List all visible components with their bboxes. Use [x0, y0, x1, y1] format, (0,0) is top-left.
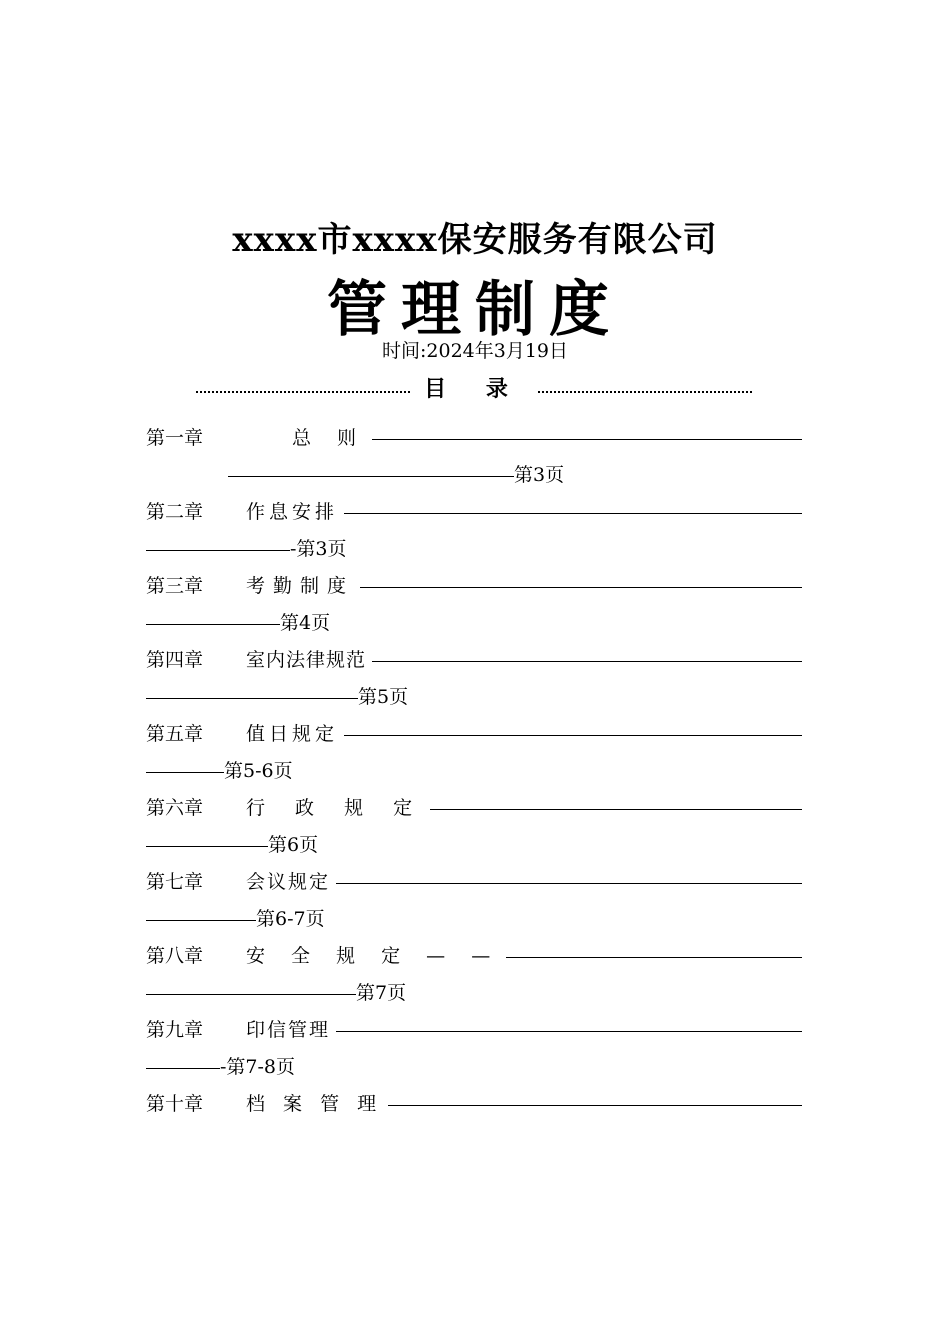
toc-chapter-title: 印信管理 [246, 1019, 331, 1041]
toc-leader [372, 439, 802, 440]
dotted-leader-right [538, 391, 752, 393]
toc-chapter-title: 行 政 规 定 [246, 797, 425, 819]
toc-leader [146, 920, 256, 921]
toc-leader [146, 698, 358, 699]
toc-page-ref: 第5页 [358, 686, 409, 708]
toc-leader [344, 735, 802, 736]
document-date: 时间:2024年3月19日 [381, 340, 569, 362]
table-of-contents [146, 420, 802, 1123]
toc-chapter-title: 室内法律规范 [246, 649, 367, 671]
toc-entry[interactable] [146, 420, 802, 494]
toc-page-ref: -第3页 [290, 538, 347, 560]
toc-leader [146, 994, 356, 995]
dotted-leader-left [196, 391, 410, 393]
toc-entry[interactable] [146, 938, 802, 1012]
toc-leader [344, 513, 802, 514]
toc-entry[interactable] [146, 568, 802, 642]
toc-entry[interactable] [146, 864, 802, 938]
toc-chapter-title: 作息安排 [246, 501, 339, 523]
toc-page-ref: 第7页 [356, 982, 407, 1004]
toc-leader [360, 587, 802, 588]
main-title: 管理制度 [327, 275, 623, 345]
toc-entry[interactable] [146, 1012, 802, 1086]
toc-page-ref: 第3页 [514, 464, 565, 486]
company-title: xxxx市xxxx保安服务有限公司 [232, 220, 718, 260]
toc-leader [146, 772, 224, 773]
toc-page-ref: 第4页 [280, 612, 331, 634]
toc-chapter-title: 安 全 规 定 — — [246, 945, 501, 967]
toc-chapter-title: 档 案 管 理 [246, 1093, 383, 1115]
toc-chapter-number: 第九章 [146, 1019, 204, 1041]
toc-chapter-number: 第八章 [146, 945, 204, 967]
toc-chapter-number: 第七章 [146, 871, 204, 893]
toc-leader [388, 1105, 802, 1106]
toc-page-ref: 第6-7页 [256, 908, 325, 930]
toc-leader [336, 883, 802, 884]
toc-chapter-number: 第六章 [146, 797, 204, 819]
toc-chapter-number: 第五章 [146, 723, 204, 745]
toc-chapter-number: 第四章 [146, 649, 204, 671]
toc-chapter-number: 第三章 [146, 575, 204, 597]
toc-leader [146, 624, 280, 625]
toc-chapter-title: 总 则 [292, 427, 367, 449]
toc-entry[interactable] [146, 494, 802, 568]
toc-entry[interactable] [146, 790, 802, 864]
toc-leader [146, 550, 290, 551]
toc-entry[interactable] [146, 642, 802, 716]
toc-chapter-number: 第十章 [146, 1093, 204, 1115]
toc-chapter-title: 考勤制度 [246, 575, 355, 597]
toc-leader [146, 846, 268, 847]
toc-leader [146, 1068, 220, 1069]
toc-entry[interactable] [146, 716, 802, 790]
toc-leader [228, 476, 514, 477]
toc-leader [336, 1031, 802, 1032]
toc-page-ref: 第5-6页 [224, 760, 293, 782]
toc-leader [372, 661, 802, 662]
toc-heading-row [196, 372, 752, 402]
toc-chapter-number: 第二章 [146, 501, 204, 523]
toc-page-ref: -第7-8页 [220, 1056, 296, 1078]
toc-page-ref: 第6页 [268, 834, 319, 856]
toc-leader [506, 957, 802, 958]
toc-heading: 目 录 [424, 376, 524, 402]
toc-chapter-number: 第一章 [146, 427, 204, 449]
toc-leader [430, 809, 802, 810]
toc-entry[interactable] [146, 1086, 802, 1123]
toc-chapter-title: 值日规定 [246, 723, 339, 745]
toc-chapter-title: 会议规定 [246, 871, 331, 893]
